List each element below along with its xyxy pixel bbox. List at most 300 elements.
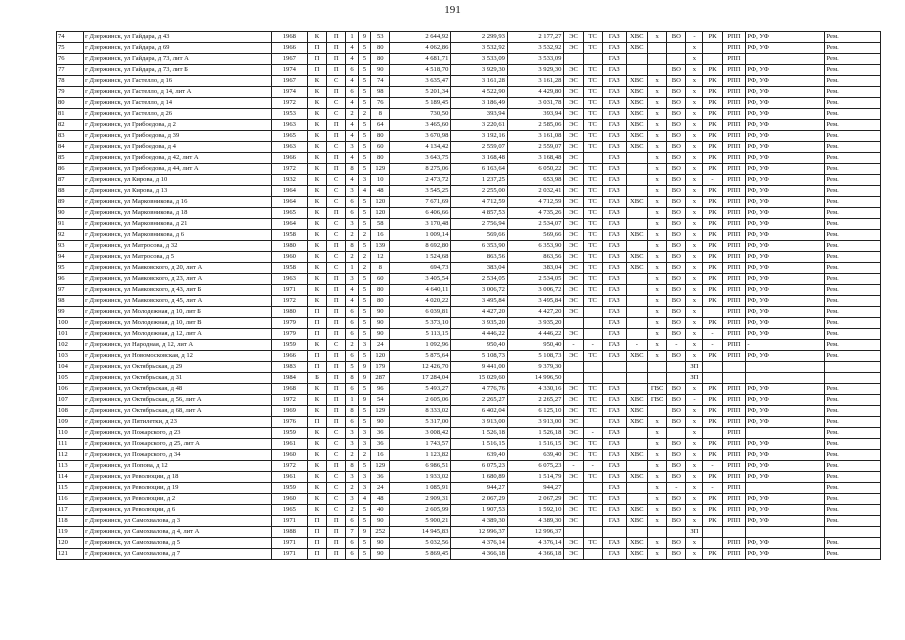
cell-year-built: 1971: [271, 516, 307, 527]
cell-status: Рем.: [825, 175, 881, 186]
cell-sewerage: ВО: [667, 461, 686, 472]
cell-hot-water: х: [648, 175, 667, 186]
cell-residential-area: 4 446,22: [507, 329, 564, 340]
cell-cold-water: [626, 527, 647, 538]
cell-roof-repair: РК: [703, 516, 722, 527]
cell-hot-water: х: [648, 494, 667, 505]
cell-electricity: ЭС: [564, 98, 583, 109]
cell-sewerage: ВО: [667, 208, 686, 219]
cell-row-number: 83: [57, 131, 84, 142]
cell-apartments: 90: [371, 329, 390, 340]
cell-electricity: ЭС: [564, 428, 583, 439]
cell-roof-repair: РК: [703, 351, 722, 362]
cell-other-utility: х: [686, 263, 703, 274]
cell-total-area: 5 869,45: [390, 549, 451, 560]
cell-residential-area: 2 177,27: [507, 32, 564, 43]
cell-heating: [583, 516, 602, 527]
cell-heating: [583, 329, 602, 340]
cell-facade-repair: РПП: [722, 131, 746, 142]
cell-status: Рем.: [825, 109, 881, 120]
cell-row-number: 76: [57, 54, 84, 65]
cell-floors: 5: [358, 329, 370, 340]
cell-gas: ГАЗ: [602, 351, 626, 362]
cell-wall-material: К: [307, 461, 326, 472]
cell-facade-repair: РПП: [722, 241, 746, 252]
cell-other-repair: РФ, УФ: [746, 252, 825, 263]
cell-entrances: 2: [346, 483, 358, 494]
cell-wall-material: К: [307, 76, 326, 87]
cell-sewerage: ВО: [667, 241, 686, 252]
table-row: [57, 285, 881, 296]
cell-entrances: 6: [346, 87, 358, 98]
cell-status: Рем.: [825, 76, 881, 87]
cell-other-utility: х: [686, 43, 703, 54]
cell-electricity: ЭС: [564, 208, 583, 219]
cell-year-built: 1932: [271, 175, 307, 186]
cell-cold-water: ХВС: [626, 450, 647, 461]
cell-other-repair: РФ, УФ: [746, 538, 825, 549]
cell-total-area: 3 170,48: [390, 219, 451, 230]
cell-floors: 3: [358, 439, 370, 450]
cell-gas: ГАЗ: [602, 318, 626, 329]
cell-residential-area: 2 534,05: [507, 274, 564, 285]
cell-roof-repair: РК: [703, 439, 722, 450]
cell-sewerage: ВО: [667, 175, 686, 186]
cell-gas: ГАЗ: [602, 472, 626, 483]
cell-residential-area: 3 006,72: [507, 285, 564, 296]
cell-floors: 5: [358, 538, 370, 549]
cell-roof-repair: [703, 538, 722, 549]
cell-status: Рем.: [825, 153, 881, 164]
cell-entrances: 6: [346, 197, 358, 208]
cell-roof-repair: РК: [703, 87, 722, 98]
cell-gas: ГАЗ: [602, 186, 626, 197]
cell-apartments: 58: [371, 219, 390, 230]
cell-sewerage: ВО: [667, 472, 686, 483]
cell-facade-repair: РПП: [722, 230, 746, 241]
table-row: [57, 384, 881, 395]
cell-residential-area: 3 533,09: [507, 54, 564, 65]
cell-sewerage: ВО: [667, 285, 686, 296]
cell-facade-repair: РПП: [722, 351, 746, 362]
cell-facade-repair: [722, 527, 746, 538]
cell-apartments: 80: [371, 54, 390, 65]
cell-roof-repair: РК: [703, 296, 722, 307]
cell-entrances: 3: [346, 186, 358, 197]
cell-living-area: 383,04: [451, 263, 508, 274]
cell-sewerage: ВО: [667, 219, 686, 230]
cell-address: г Дзержинск, ул Гайдара, д 73, лит А: [84, 54, 272, 65]
cell-facade-repair: [722, 373, 746, 384]
cell-row-number: 79: [57, 87, 84, 98]
cell-sewerage: ВО: [667, 417, 686, 428]
cell-entrances: 6: [346, 208, 358, 219]
cell-roof-repair: РК: [703, 109, 722, 120]
cell-wall-material: К: [307, 340, 326, 351]
cell-other-repair: РФ, УФ: [746, 274, 825, 285]
cell-row-number: 117: [57, 505, 84, 516]
cell-facade-repair: РПП: [722, 538, 746, 549]
cell-total-area: 12 426,70: [390, 362, 451, 373]
cell-cold-water: ХВС: [626, 32, 647, 43]
table-row: [57, 208, 881, 219]
cell-other-utility: х: [686, 219, 703, 230]
cell-sewerage: ВО: [667, 395, 686, 406]
cell-wall-material: П: [307, 538, 326, 549]
cell-heating: ТС: [583, 87, 602, 98]
cell-total-area: 1 123,82: [390, 450, 451, 461]
cell-living-area: 863,56: [451, 252, 508, 263]
cell-year-built: 1959: [271, 428, 307, 439]
cell-wall-material: К: [307, 120, 326, 131]
cell-other-utility: х: [686, 318, 703, 329]
cell-cold-water: ХВС: [626, 505, 647, 516]
cell-sewerage: ВО: [667, 230, 686, 241]
cell-status: Рем.: [825, 263, 881, 274]
cell-other-repair: РФ, УФ: [746, 318, 825, 329]
table-row: [57, 494, 881, 505]
cell-facade-repair: РПП: [722, 450, 746, 461]
cell-apartments: 80: [371, 131, 390, 142]
cell-address: г Дзержинск, ул Революции, д 2: [84, 494, 272, 505]
cell-roof-repair: РК: [703, 219, 722, 230]
cell-roof-repair: [703, 43, 722, 54]
cell-structure-type: П: [327, 549, 346, 560]
cell-apartments: 36: [371, 428, 390, 439]
cell-heating: ТС: [583, 285, 602, 296]
cell-address: г Дзержинск, ул Гастелло, д 14: [84, 98, 272, 109]
cell-residential-area: 3 031,78: [507, 98, 564, 109]
cell-sewerage: ВО: [667, 65, 686, 76]
cell-facade-repair: РПП: [722, 516, 746, 527]
cell-status: Рем.: [825, 494, 881, 505]
cell-hot-water: х: [648, 252, 667, 263]
cell-electricity: ЭС: [564, 296, 583, 307]
cell-sewerage: ВО: [667, 516, 686, 527]
cell-heating: ТС: [583, 505, 602, 516]
cell-floors: 3: [358, 472, 370, 483]
cell-status: [825, 527, 881, 538]
cell-residential-area: 1 526,18: [507, 428, 564, 439]
cell-entrances: 1: [346, 263, 358, 274]
cell-gas: ГАЗ: [602, 439, 626, 450]
cell-sewerage: ВО: [667, 505, 686, 516]
cell-residential-area: 944,27: [507, 483, 564, 494]
cell-status: Рем.: [825, 285, 881, 296]
cell-roof-repair: РК: [703, 406, 722, 417]
cell-hot-water: х: [648, 208, 667, 219]
cell-heating: ТС: [583, 395, 602, 406]
cell-wall-material: К: [307, 483, 326, 494]
cell-cold-water: [626, 439, 647, 450]
cell-structure-type: С: [327, 483, 346, 494]
cell-sewerage: ВО: [667, 197, 686, 208]
cell-other-repair: [746, 373, 825, 384]
cell-facade-repair: РПП: [722, 406, 746, 417]
cell-other-repair: РФ, УФ: [746, 307, 825, 318]
cell-wall-material: П: [307, 65, 326, 76]
page-number: 191: [444, 4, 461, 16]
cell-floors: 5: [358, 131, 370, 142]
table-row: [57, 32, 881, 43]
cell-structure-type: П: [327, 395, 346, 406]
cell-facade-repair: [722, 362, 746, 373]
cell-cold-water: [626, 285, 647, 296]
cell-wall-material: К: [307, 406, 326, 417]
cell-wall-material: П: [307, 516, 326, 527]
cell-year-built: 1961: [271, 439, 307, 450]
cell-gas: ГАЗ: [602, 384, 626, 395]
cell-address: г Дзержинск, ул Грибоедова, д 4: [84, 142, 272, 153]
cell-sewerage: ВО: [667, 351, 686, 362]
cell-year-built: 1959: [271, 483, 307, 494]
cell-address: г Дзержинск, ул Пятилетки, д 23: [84, 417, 272, 428]
cell-status: Рем.: [825, 318, 881, 329]
cell-facade-repair: РПП: [722, 329, 746, 340]
cell-year-built: 1972: [271, 296, 307, 307]
cell-address: г Дзержинск, ул Самохвалова, д 7: [84, 549, 272, 560]
cell-apartments: 252: [371, 527, 390, 538]
cell-year-built: 1967: [271, 54, 307, 65]
cell-total-area: 3 465,60: [390, 120, 451, 131]
cell-row-number: 119: [57, 527, 84, 538]
cell-electricity: ЭС: [564, 384, 583, 395]
cell-hot-water: х: [648, 241, 667, 252]
cell-living-area: 2 559,07: [451, 142, 508, 153]
cell-wall-material: К: [307, 472, 326, 483]
cell-wall-material: К: [307, 263, 326, 274]
cell-structure-type: С: [327, 439, 346, 450]
cell-row-number: 92: [57, 230, 84, 241]
cell-other-repair: РФ, УФ: [746, 296, 825, 307]
cell-living-area: 4 427,20: [451, 307, 508, 318]
cell-other-repair: РФ, УФ: [746, 197, 825, 208]
cell-cold-water: [626, 219, 647, 230]
table-row: [57, 263, 881, 274]
cell-structure-type: П: [327, 351, 346, 362]
table-row: [57, 428, 881, 439]
cell-sewerage: [667, 527, 686, 538]
table-row: [57, 362, 881, 373]
cell-gas: ГАЗ: [602, 329, 626, 340]
cell-facade-repair: РПП: [722, 54, 746, 65]
cell-facade-repair: РПП: [722, 384, 746, 395]
cell-hot-water: х: [648, 417, 667, 428]
cell-cold-water: ХВС: [626, 131, 647, 142]
cell-entrances: 1: [346, 395, 358, 406]
cell-address: г Дзержинск, ул Самохвалова, д 3: [84, 516, 272, 527]
cell-floors: 5: [358, 164, 370, 175]
cell-total-area: 1 933,02: [390, 472, 451, 483]
cell-hot-water: [648, 43, 667, 54]
cell-gas: ГАЗ: [602, 417, 626, 428]
cell-residential-area: 4 330,16: [507, 384, 564, 395]
cell-row-number: 109: [57, 417, 84, 428]
cell-entrances: 3: [346, 439, 358, 450]
cell-structure-type: П: [327, 329, 346, 340]
cell-year-built: 1964: [271, 219, 307, 230]
cell-address: г Дзержинск, ул Гастелло, д 26: [84, 109, 272, 120]
cell-other-utility: х: [686, 54, 703, 65]
cell-cold-water: ХВС: [626, 87, 647, 98]
cell-roof-repair: -: [703, 461, 722, 472]
cell-cold-water: ХВС: [626, 230, 647, 241]
cell-structure-type: П: [327, 131, 346, 142]
cell-roof-repair: РК: [703, 263, 722, 274]
cell-gas: ГАЗ: [602, 87, 626, 98]
cell-status: Рем.: [825, 98, 881, 109]
cell-structure-type: С: [327, 197, 346, 208]
cell-total-area: 5 032,56: [390, 538, 451, 549]
cell-roof-repair: РК: [703, 450, 722, 461]
cell-apartments: 96: [371, 384, 390, 395]
cell-other-utility: х: [686, 384, 703, 395]
cell-year-built: 1968: [271, 384, 307, 395]
cell-other-repair: РФ, УФ: [746, 230, 825, 241]
cell-other-repair: РФ, УФ: [746, 505, 825, 516]
cell-electricity: ЭС: [564, 263, 583, 274]
cell-year-built: 1960: [271, 494, 307, 505]
cell-residential-area: 639,40: [507, 450, 564, 461]
table-row: [57, 296, 881, 307]
cell-apartments: 129: [371, 406, 390, 417]
cell-row-number: 108: [57, 406, 84, 417]
cell-address: г Дзержинск, ул Революции, д 6: [84, 505, 272, 516]
cell-residential-area: 653,98: [507, 175, 564, 186]
table-row: [57, 153, 881, 164]
cell-status: Рем.: [825, 241, 881, 252]
cell-structure-type: С: [327, 505, 346, 516]
cell-other-utility: х: [686, 516, 703, 527]
cell-other-utility: х: [686, 329, 703, 340]
cell-total-area: 8 275,06: [390, 164, 451, 175]
cell-living-area: 2 067,29: [451, 494, 508, 505]
cell-address: г Дзержинск, ул Маяковского, д 45, лит А: [84, 296, 272, 307]
cell-wall-material: К: [307, 274, 326, 285]
cell-entrances: 6: [346, 516, 358, 527]
cell-sewerage: ВО: [667, 494, 686, 505]
cell-wall-material: П: [307, 43, 326, 54]
cell-other-utility: х: [686, 120, 703, 131]
cell-residential-area: 6 353,90: [507, 241, 564, 252]
cell-structure-type: С: [327, 142, 346, 153]
cell-other-repair: [746, 428, 825, 439]
cell-cold-water: ХВС: [626, 98, 647, 109]
cell-electricity: ЭС: [564, 417, 583, 428]
cell-floors: 9: [358, 395, 370, 406]
cell-other-utility: х: [686, 186, 703, 197]
table-row: [57, 483, 881, 494]
cell-living-area: 4 776,76: [451, 384, 508, 395]
cell-apartments: 80: [371, 285, 390, 296]
cell-address: г Дзержинск, ул Матросова, д 5: [84, 252, 272, 263]
cell-wall-material: К: [307, 208, 326, 219]
cell-sewerage: ВО: [667, 98, 686, 109]
cell-hot-water: х: [648, 483, 667, 494]
cell-structure-type: С: [327, 252, 346, 263]
cell-hot-water: х: [648, 32, 667, 43]
cell-year-built: 1965: [271, 131, 307, 142]
cell-structure-type: П: [327, 362, 346, 373]
cell-living-area: 1 680,89: [451, 472, 508, 483]
cell-heating: ТС: [583, 472, 602, 483]
cell-year-built: 1972: [271, 164, 307, 175]
cell-living-area: 3 935,20: [451, 318, 508, 329]
cell-cold-water: [626, 494, 647, 505]
table-row: [57, 505, 881, 516]
cell-gas: ГАЗ: [602, 131, 626, 142]
cell-total-area: 4 020,22: [390, 296, 451, 307]
cell-sewerage: ВО: [667, 549, 686, 560]
cell-row-number: 98: [57, 296, 84, 307]
cell-entrances: 4: [346, 76, 358, 87]
cell-floors: 5: [358, 241, 370, 252]
cell-electricity: ЭС: [564, 230, 583, 241]
cell-gas: ГАЗ: [602, 274, 626, 285]
table-row: [57, 54, 881, 65]
cell-cold-water: ХВС: [626, 395, 647, 406]
cell-floors: 5: [358, 274, 370, 285]
cell-cold-water: [626, 65, 647, 76]
cell-cold-water: [626, 153, 647, 164]
cell-apartments: 179: [371, 362, 390, 373]
cell-structure-type: С: [327, 263, 346, 274]
cell-apartments: 60: [371, 142, 390, 153]
cell-cold-water: [626, 384, 647, 395]
cell-heating: ТС: [583, 197, 602, 208]
cell-apartments: 120: [371, 351, 390, 362]
cell-row-number: 97: [57, 285, 84, 296]
cell-other-utility: х: [686, 472, 703, 483]
cell-row-number: 111: [57, 439, 84, 450]
cell-electricity: ЭС: [564, 87, 583, 98]
cell-row-number: 81: [57, 109, 84, 120]
cell-other-repair: РФ, УФ: [746, 32, 825, 43]
cell-other-repair: РФ, УФ: [746, 549, 825, 560]
table-row: [57, 549, 881, 560]
cell-heating: [583, 417, 602, 428]
cell-wall-material: К: [307, 384, 326, 395]
cell-sewerage: ВО: [667, 307, 686, 318]
cell-apartments: 74: [371, 76, 390, 87]
cell-year-built: 1972: [271, 395, 307, 406]
cell-row-number: 86: [57, 164, 84, 175]
cell-roof-repair: -: [703, 483, 722, 494]
cell-hot-water: х: [648, 186, 667, 197]
cell-address: г Дзержинск, ул Гастелло, д 16: [84, 76, 272, 87]
table-row: [57, 142, 881, 153]
cell-address: г Дзержинск, ул Самохвалова, д 5: [84, 538, 272, 549]
cell-sewerage: ВО: [667, 318, 686, 329]
cell-facade-repair: РПП: [722, 164, 746, 175]
cell-electricity: ЭС: [564, 274, 583, 285]
cell-electricity: ЭС: [564, 472, 583, 483]
cell-floors: 2: [358, 263, 370, 274]
cell-address: г Дзержинск, ул Гайдара, д 69: [84, 43, 272, 54]
cell-wall-material: К: [307, 450, 326, 461]
cell-hot-water: [648, 65, 667, 76]
cell-living-area: 1 526,18: [451, 428, 508, 439]
cell-address: г Дзержинск, ул Грибоедова, д 44, лит А: [84, 164, 272, 175]
cell-residential-area: 6 075,23: [507, 461, 564, 472]
cell-heating: -: [583, 340, 602, 351]
cell-total-area: 3 008,42: [390, 428, 451, 439]
cell-row-number: 121: [57, 549, 84, 560]
cell-hot-water: х: [648, 120, 667, 131]
cell-entrances: 4: [346, 153, 358, 164]
cell-heating: [583, 549, 602, 560]
cell-structure-type: П: [327, 43, 346, 54]
